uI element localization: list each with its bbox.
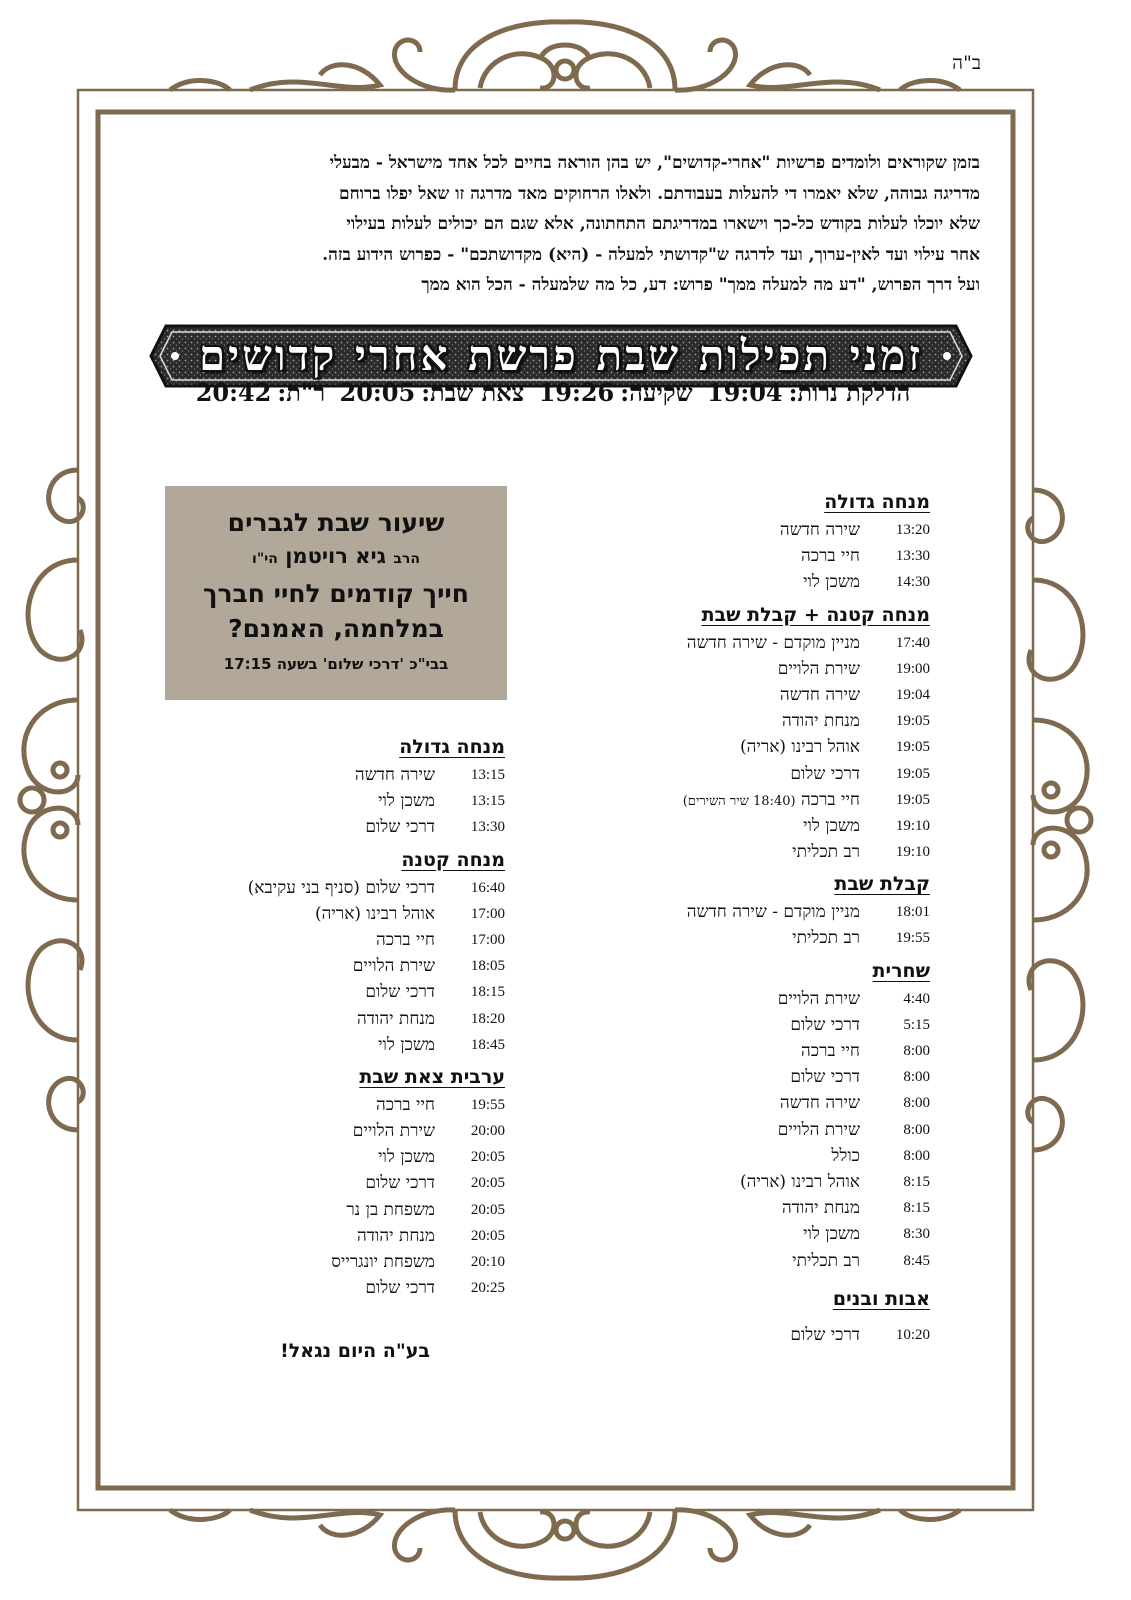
prayer-time: 13:15 xyxy=(470,767,505,783)
schedule-row xyxy=(185,814,505,840)
schedule-row xyxy=(185,1275,505,1301)
schedule-row xyxy=(600,734,930,760)
intro-line: בזמן שקוראים ולומדים פרשיות "אחרי-קדושים", יש בהן הוראה בחיים לכל אחד מישראל - מבעלי xyxy=(329,153,980,173)
section-title: מנחה קטנה + קבלת שבת xyxy=(701,603,930,626)
synagogue-name: מניין מוקדם - שירה חדשה xyxy=(686,632,860,653)
synagogue-name: שירת הלויים xyxy=(352,1121,435,1142)
schedule-row xyxy=(600,517,930,543)
prayer-time: 17:00 xyxy=(470,931,505,948)
prayer-time: 20:05 xyxy=(470,1175,505,1192)
schedule-row xyxy=(600,1038,930,1064)
synagogue-name: שירה חדשה xyxy=(779,684,860,705)
prayer-time: 8:15 xyxy=(903,1200,930,1217)
prayer-time: 19:55 xyxy=(895,930,930,947)
prayer-time: 20:05 xyxy=(470,1149,505,1166)
synagogue-name: דרכי שלום (סניף בני עקיבא) xyxy=(247,877,435,898)
synagogue-name: דרכי שלום xyxy=(790,1324,860,1345)
row-note: (18:40 שיר השירים) xyxy=(682,793,796,809)
prayer-time: 18:05 xyxy=(470,958,505,975)
schedule-row xyxy=(185,1144,505,1170)
synagogue-name: רב תכליתי xyxy=(792,842,860,863)
shiur-location-time: בבי"כ 'דרכי שלום' בשעה 17:15 xyxy=(223,655,449,673)
prayer-time: 8:00 xyxy=(903,1069,930,1086)
schedule-row xyxy=(185,1032,505,1058)
prayer-time: 5:15 xyxy=(903,1016,930,1033)
intro-line: מדריגה גבוהה, שלא יאמרו די להעלות בעבודתם. ולאלו הרחוקים מאד מדרגה זו שאל יפלו ברוחם xyxy=(338,183,980,204)
schedule-row xyxy=(600,986,930,1012)
synagogue-name: דרכי שלום xyxy=(365,982,435,1003)
synagogue-name: משפחת יונגרייס xyxy=(331,1252,435,1272)
schedule-row xyxy=(600,1322,930,1348)
shabbat-end-time: 20:05 xyxy=(339,378,416,407)
sunset-label: שקיעה: xyxy=(620,378,693,407)
prayer-time: 17:00 xyxy=(470,905,505,922)
prayer-time: 17:40 xyxy=(895,634,930,651)
banner-title: זמני תפילות שבת פרשת אחרי קדושים xyxy=(198,331,924,380)
intro-paragraph xyxy=(140,148,980,301)
synagogue-name: דרכי שלום xyxy=(365,817,435,838)
schedule-row xyxy=(185,901,505,927)
rabbi-prefix: הרב xyxy=(393,551,420,567)
prayer-time: 8:00 xyxy=(903,1121,930,1138)
synagogue-name: משכן לוי xyxy=(803,815,860,836)
shiur-topic-line-2: במלחמה, האמנם? xyxy=(228,614,444,643)
prayer-time: 19:05 xyxy=(895,765,930,782)
schedule-row xyxy=(600,839,930,865)
schedule-row xyxy=(600,1143,930,1169)
synagogue-name: שירת הלויים xyxy=(777,1119,860,1140)
prayer-time: 8:30 xyxy=(903,1226,930,1243)
synagogue-name: אוהל רבינו (אריה) xyxy=(739,1171,860,1192)
prayer-time: 20:05 xyxy=(470,1227,505,1244)
schedule-row xyxy=(600,1169,930,1195)
prayer-time: 19:04 xyxy=(895,686,930,703)
synagogue-name: דרכי שלום xyxy=(790,1067,860,1088)
schedule-row xyxy=(185,788,505,814)
schedule-row xyxy=(185,1249,505,1275)
prayer-time: 19:05 xyxy=(895,739,930,756)
prayer-time: 19:05 xyxy=(895,791,930,808)
prayer-time: 8:00 xyxy=(903,1095,930,1112)
section-title: אבות ובנים xyxy=(832,1287,930,1310)
rabbi-suffix: הי"ו xyxy=(252,551,278,567)
prayer-time: 20:05 xyxy=(470,1201,505,1218)
synagogue-name: משכן לוי xyxy=(378,791,435,812)
bsd-header-mark: ב"ה xyxy=(952,52,981,74)
prayer-time: 8:00 xyxy=(903,1147,930,1164)
synagogue-name: שירת הלויים xyxy=(777,988,860,1009)
schedule-row xyxy=(600,899,930,925)
schedule-row xyxy=(185,1223,505,1249)
rabbeinu-tam-label: ר"ת: xyxy=(277,378,326,407)
prayer-time: 20:00 xyxy=(470,1123,505,1140)
synagogue-name: שירה חדשה xyxy=(354,765,435,785)
schedule-row xyxy=(600,1117,930,1143)
synagogue-name: משכן לוי xyxy=(803,1224,860,1245)
schedule-row xyxy=(600,1090,930,1116)
prayer-time: 4:40 xyxy=(903,990,930,1007)
intro-line: שלא יוכלו לעלות בקודש כל-כך וישארו במדריגתם התחתונה, אלא שגם הם יכולים לעלות בעילוי xyxy=(346,214,980,234)
synagogue-name: שירה חדשה xyxy=(779,520,860,540)
schedule-row xyxy=(600,787,930,813)
schedule-row xyxy=(185,1170,505,1196)
synagogue-name: חיי ברכה xyxy=(375,929,435,950)
prayer-time: 20:10 xyxy=(470,1254,505,1270)
section-title: מנחה גדולה xyxy=(824,491,930,513)
prayer-time: 8:15 xyxy=(903,1173,930,1190)
schedule-row xyxy=(600,813,930,839)
shiur-announcement-box xyxy=(165,486,507,700)
prayer-time: 19:10 xyxy=(895,817,930,834)
synagogue-name: רב תכליתי xyxy=(792,1250,860,1271)
synagogue-name: משכן לוי xyxy=(378,1147,435,1168)
schedule-row xyxy=(185,1118,505,1144)
prayer-time: 13:15 xyxy=(470,793,505,810)
schedule-row xyxy=(600,761,930,787)
section-title: שחרית xyxy=(872,959,930,982)
candle-lighting-time: 19:04 xyxy=(706,378,783,407)
candle-lighting-label: הדלקת נרות: xyxy=(788,378,911,407)
schedule-row xyxy=(185,762,505,788)
synagogue-name: משכן לוי xyxy=(378,1034,435,1055)
schedule-row xyxy=(600,569,930,595)
prayer-time: 18:01 xyxy=(895,904,930,921)
schedule-row xyxy=(600,1064,930,1090)
schedule-row xyxy=(600,656,930,682)
schedule-row xyxy=(185,979,505,1005)
prayer-time: 18:45 xyxy=(470,1036,505,1053)
rabbi-name: גיא רויטמן xyxy=(285,544,387,568)
prayer-time: 13:30 xyxy=(895,548,930,565)
synagogue-name: דרכי שלום xyxy=(790,1014,860,1035)
prayer-time: 16:40 xyxy=(470,879,505,896)
synagogue-name xyxy=(683,787,860,813)
shabbat-end-label: צאת שבת: xyxy=(421,378,525,407)
left-schedule-column xyxy=(185,728,505,1301)
synagogue-name: משכן לוי xyxy=(803,572,860,593)
synagogue-name: מנחת יהודה xyxy=(357,1008,435,1029)
synagogue-name: שירת הלויים xyxy=(352,956,435,977)
schedule-row xyxy=(600,1248,930,1274)
schedule-row xyxy=(600,708,930,734)
schedule-row xyxy=(600,1221,930,1247)
synagogue-name: משפחת בן נר xyxy=(346,1199,435,1220)
schedule-row xyxy=(185,953,505,979)
prayer-time: 19:00 xyxy=(895,660,930,677)
prayer-time: 13:20 xyxy=(895,522,930,538)
schedule-row xyxy=(600,925,930,951)
schedule-row xyxy=(600,1012,930,1038)
intro-line: ועל דרך הפרוש, "דע מה למעלה ממך" פרוש: דע, כל מה שלמעלה - הכל הוא ממך xyxy=(421,275,980,295)
schedule-row xyxy=(185,1006,505,1032)
shiur-rabbi xyxy=(165,540,507,575)
right-schedule-column xyxy=(600,483,930,1348)
synagogue-name: מנחת יהודה xyxy=(357,1225,435,1246)
synagogue-name: אוהל רבינו (אריה) xyxy=(739,737,860,758)
prayer-time: 18:20 xyxy=(470,1010,505,1027)
prayer-time: 14:30 xyxy=(895,574,930,591)
schedule-row xyxy=(185,927,505,953)
sunset-time: 19:26 xyxy=(538,378,615,407)
prayer-time: 18:15 xyxy=(470,984,505,1001)
synagogue-name: מנחת יהודה xyxy=(782,1198,860,1219)
synagogue-name: רב תכליתי xyxy=(792,928,860,949)
prayer-time: 10:20 xyxy=(895,1326,930,1343)
prayer-time: 20:25 xyxy=(470,1280,505,1297)
synagogue-name: שירה חדשה xyxy=(779,1093,860,1114)
schedule-row xyxy=(185,1197,505,1223)
schedule-row xyxy=(600,1195,930,1221)
schedule-row xyxy=(600,543,930,569)
synagogue-name: מנחת יהודה xyxy=(782,711,860,732)
synagogue-name: כולל xyxy=(831,1145,860,1166)
prayer-time: 13:30 xyxy=(470,819,505,836)
synagogue-name: דרכי שלום xyxy=(365,1278,435,1299)
prayer-time: 19:55 xyxy=(470,1096,505,1113)
synagogue-name-text: חיי ברכה xyxy=(800,789,860,810)
synagogue-name: אוהל רבינו (אריה) xyxy=(314,903,435,924)
synagogue-name: דרכי שלום xyxy=(790,763,860,784)
synagogue-name: שירת הלויים xyxy=(777,658,860,679)
section-title: מנחה גדולה xyxy=(399,736,505,758)
prayer-time: 19:10 xyxy=(895,844,930,861)
section-title: מנחה קטנה xyxy=(401,848,505,871)
prayer-time: 8:45 xyxy=(903,1252,930,1269)
closing-blessing: בע"ה היום נגאל! xyxy=(280,1340,430,1362)
section-title: קבלת שבת xyxy=(834,873,930,896)
intro-line: אחר עילוי ועד לאין-ערוך, ועד לדרגה ש"קדושתי למעלה - (היא) מקדושתכם" - כפרוש הידוע בזה. xyxy=(322,244,980,265)
synagogue-name: מניין מוקדם - שירה חדשה xyxy=(686,902,860,923)
prayer-time: 19:05 xyxy=(895,713,930,730)
synagogue-name: חיי ברכה xyxy=(800,1041,860,1061)
synagogue-name: דרכי שלום xyxy=(365,1173,435,1194)
synagogue-name: חיי ברכה xyxy=(375,1094,435,1115)
shiur-title: שיעור שבת לגברים xyxy=(227,508,445,537)
schedule-row xyxy=(600,682,930,708)
section-title: ערבית צאת שבת xyxy=(359,1065,505,1088)
schedule-row xyxy=(600,630,930,656)
schedule-row xyxy=(185,875,505,901)
rabbeinu-tam-time: 20:42 xyxy=(195,378,272,407)
shiur-topic-line-1: חייך קודמים לחיי חברך xyxy=(203,579,469,608)
synagogue-name: חיי ברכה xyxy=(800,546,860,567)
schedule-row xyxy=(185,1092,505,1118)
prayer-time: 8:00 xyxy=(903,1043,930,1059)
shabbat-times-line xyxy=(150,378,956,408)
